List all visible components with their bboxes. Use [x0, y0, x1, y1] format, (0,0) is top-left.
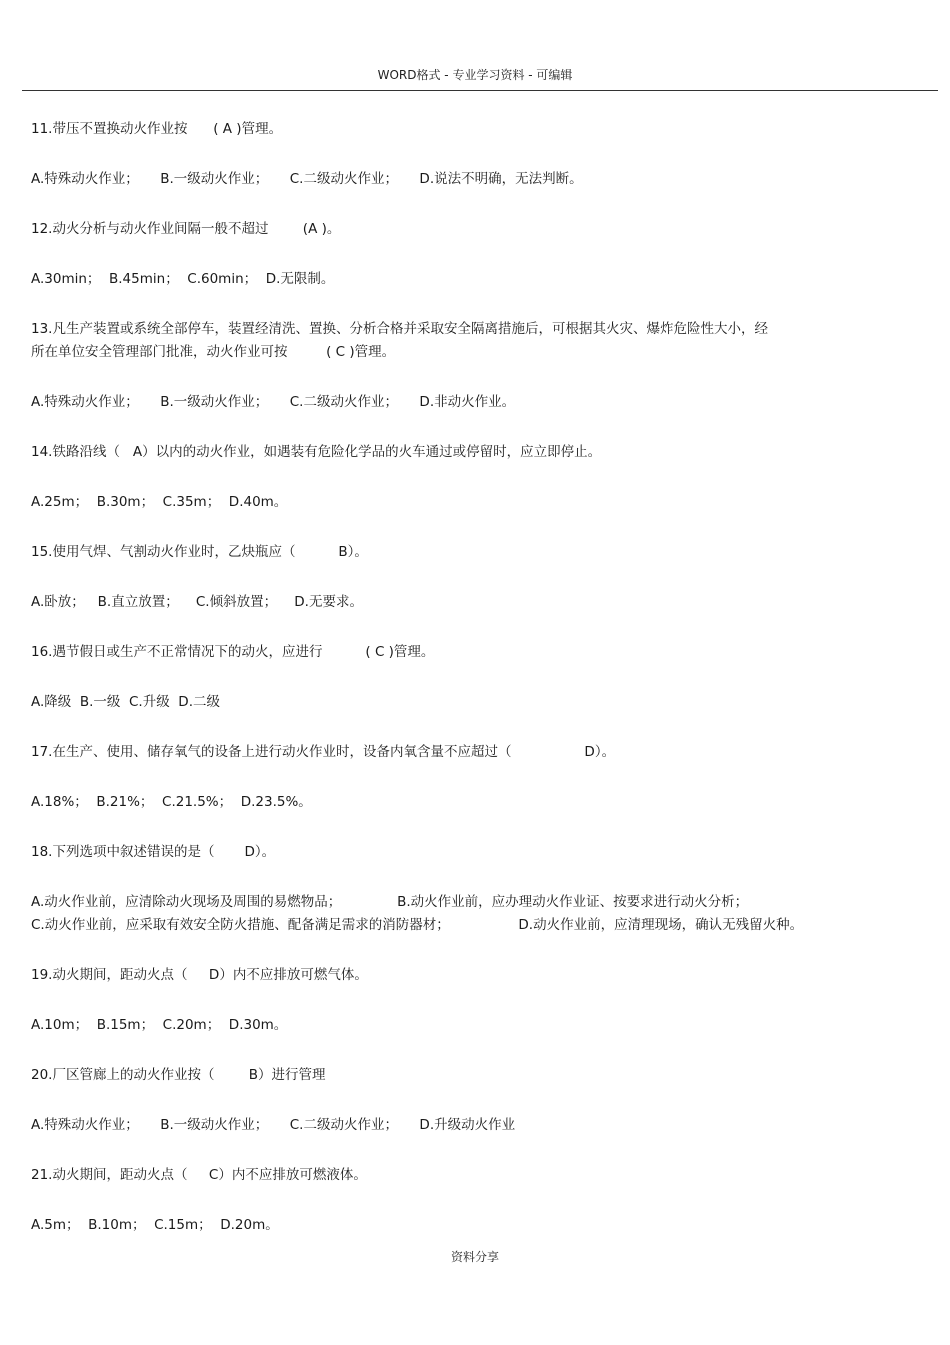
spacer	[31, 614, 911, 641]
question-block	[31, 441, 911, 541]
spacer	[31, 864, 911, 891]
spacer	[31, 191, 911, 218]
header-rule	[22, 90, 938, 91]
answer-options: A.5m； B.10m； C.15m； D.20m。	[31, 1217, 279, 1233]
answer-options: C.动火作业前，应采取有效安全防火措施、配备满足需求的消防器材； D.动火作业前，应清理现场，确认无残留火种。	[31, 917, 804, 933]
question-text: 20.厂区管廊上的动火作业按（ B）进行管理	[31, 1067, 326, 1083]
question-block	[31, 218, 911, 318]
spacer	[31, 1037, 911, 1064]
spacer	[31, 1087, 911, 1114]
question-block	[31, 841, 911, 964]
question-text: 13.凡生产装置或系统全部停车，装置经清洗、置换、分析合格并采取安全隔离措施后，可根据其火灾、爆炸危险性大小，经	[31, 321, 768, 337]
spacer	[31, 241, 911, 268]
question-list	[31, 118, 911, 1237]
answer-options: A.特殊动火作业； B.一级动火作业； C.二级动火作业； D.说法不明确，无法判断。	[31, 171, 583, 187]
question-block	[31, 641, 911, 741]
answer-options: A.特殊动火作业； B.一级动火作业； C.二级动火作业； D.非动火作业。	[31, 394, 516, 410]
question-text: 所在单位安全管理部门批准，动火作业可按 ( C )管理。	[31, 344, 396, 360]
question-text: 14.铁路沿线（ A）以内的动火作业，如遇装有危险化学品的火车通过或停留时，应立即停止。	[31, 444, 602, 460]
page-footer: 资料分享	[450, 1250, 499, 1264]
spacer	[31, 514, 911, 541]
answer-options: A.降级 B.一级 C.升级 D.二级	[31, 694, 220, 710]
spacer	[31, 564, 911, 591]
answer-options: A.18%； B.21%； C.21.5%； D.23.5%。	[31, 794, 312, 810]
question-text: 12.动火分析与动火作业间隔一般不超过 (A )。	[31, 221, 341, 237]
spacer	[31, 764, 911, 791]
question-block	[31, 318, 911, 441]
question-block	[31, 964, 911, 1064]
answer-options: A.30min； B.45min； C.60min； D.无限制。	[31, 271, 335, 287]
spacer	[31, 664, 911, 691]
question-block	[31, 1164, 911, 1237]
spacer	[31, 364, 911, 391]
question-text: 21.动火期间，距动火点（ C）内不应排放可燃液体。	[31, 1167, 367, 1183]
spacer	[31, 291, 911, 318]
answer-options: A.特殊动火作业； B.一级动火作业； C.二级动火作业； D.升级动火作业	[31, 1117, 516, 1133]
spacer	[31, 464, 911, 491]
spacer	[31, 1187, 911, 1214]
question-text: 18.下列选项中叙述错误的是（ D）。	[31, 844, 276, 860]
question-block	[31, 1064, 911, 1164]
answer-options: A.25m； B.30m； C.35m； D.40m。	[31, 494, 288, 510]
question-text: 11.带压不置换动火作业按 ( A )管理。	[31, 121, 283, 137]
question-block	[31, 741, 911, 841]
answer-options: A.动火作业前，应清除动火现场及周围的易燃物品； B.动火作业前，应办理动火作业证、按要求进行动火分析；	[31, 894, 749, 910]
question-block	[31, 541, 911, 641]
spacer	[31, 1137, 911, 1164]
page-header: WORD格式 - 专业学习资料 - 可编辑	[377, 68, 573, 82]
spacer	[31, 937, 911, 964]
spacer	[31, 814, 911, 841]
spacer	[31, 987, 911, 1014]
answer-options: A.卧放； B.直立放置； C.倾斜放置； D.无要求。	[31, 594, 363, 610]
spacer	[31, 714, 911, 741]
question-block	[31, 118, 911, 218]
question-text: 17.在生产、使用、储存氧气的设备上进行动火作业时，设备内氧含量不应超过（ D）。	[31, 744, 616, 760]
question-text: 16.遇节假日或生产不正常情况下的动火，应进行 ( C )管理。	[31, 644, 435, 660]
question-text: 15.使用气焊、气割动火作业时，乙炔瓶应（ B）。	[31, 544, 368, 560]
answer-options: A.10m； B.15m； C.20m； D.30m。	[31, 1017, 288, 1033]
spacer	[31, 414, 911, 441]
spacer	[31, 141, 911, 168]
question-text: 19.动火期间，距动火点（ D）内不应排放可燃气体。	[31, 967, 368, 983]
